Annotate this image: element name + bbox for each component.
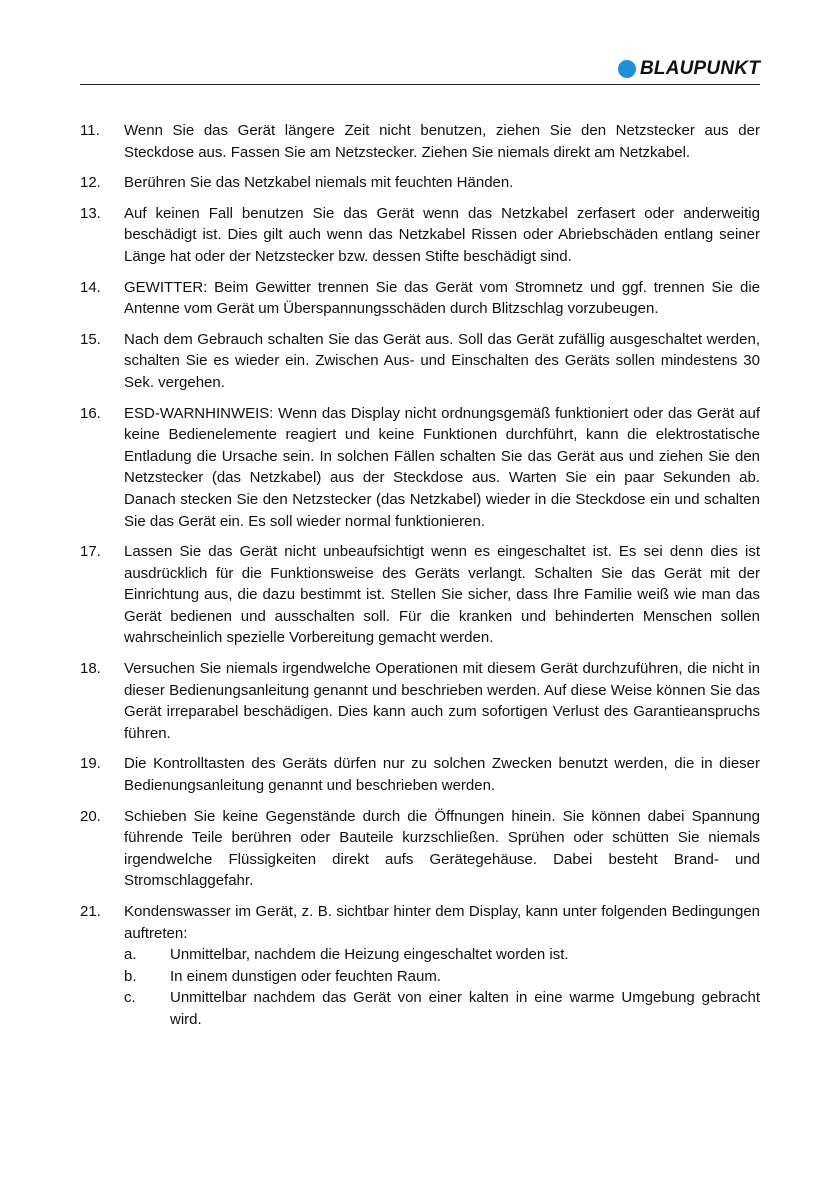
- item-text: Versuchen Sie niemals irgendwelche Operationen mit diesem Gerät durchzuführen, die nicht in dieser Bedienungsanleitung genannt und beschrieben werden. Auf diese Weise können Sie das Gerät irreparabel beschädigen. Dies kann auch zum sofortigen Verlust des Garantieanspruchs führen.: [124, 660, 760, 742]
- safety-instructions: [80, 120, 760, 1040]
- blue-dot-logo-icon: [618, 60, 636, 78]
- sub-item-text: Unmittelbar nachdem das Gerät von einer kalten in eine warme Umgebung gebracht wird.: [170, 989, 760, 1028]
- list-item: [80, 120, 760, 163]
- page-header: [80, 0, 760, 86]
- item-number: 18.: [80, 660, 101, 678]
- sub-item-text: In einem dunstigen oder feuchten Raum.: [170, 967, 442, 985]
- sub-list-item: [124, 966, 760, 988]
- item-number: 16.: [80, 404, 101, 422]
- item-text: Nach dem Gebrauch schalten Sie das Gerät aus. Soll das Gerät zufällig ausgeschaltet werden, schalten Sie es wieder ein. Zwischen Aus- und Einschalten des Geräts sollen mindestens 30 Sek. vergehen.: [124, 330, 760, 391]
- item-text: Lassen Sie das Gerät nicht unbeaufsichtigt wenn es eingeschaltet ist. Es sei denn dies ist ausdrücklich für die Funktionsweise des Geräts verlangt. Schalten Sie das Gerät mit der Einrichtung aus, die dazu bestimmt ist. Stellen Sie sicher, dass Ihre Familie weiß wie man das Gerät bedienen und ausschalten soll. Für die kranken und behinderten Menschen sollen wahrscheinlich spezielle Vorbereitung gemacht werden.: [124, 543, 760, 647]
- item-number: 19.: [80, 755, 101, 773]
- item-text: Die Kontrolltasten des Geräts dürfen nur zu solchen Zwecken benutzt werden, die in dieser Bedienungsanleitung genannt und beschrieben werden.: [124, 755, 760, 795]
- list-item: [80, 277, 760, 320]
- item-number: 21.: [80, 903, 101, 920]
- item-text: GEWITTER: Beim Gewitter trennen Sie das Gerät vom Stromnetz und ggf. trennen Sie die Antenne vom Gerät um Überspannungsschäden durch Blitzschlag vorzubeugen.: [124, 278, 760, 318]
- item-number: 13.: [80, 204, 101, 222]
- item-number: 11.: [80, 122, 100, 139]
- item-text: Schieben Sie keine Gegenstände durch die Öffnungen hinein. Sie können dabei Spannung führende Teile berühren oder Bauteile kurzschließen. Sprühen oder schütten Sie niemals irgendwelche Flüssigkeiten direkt aufs Gerätegehäuse. Dabei besteht Brand- und Stromschlaggefahr.: [124, 807, 760, 890]
- list-item: [80, 329, 760, 394]
- list-item: [80, 541, 760, 649]
- sub-list-item: [124, 944, 760, 966]
- brand-name: BLAUPUNKT: [639, 58, 760, 79]
- item-number: 12.: [80, 174, 101, 192]
- sub-item-letter: c.: [124, 989, 136, 1007]
- list-item: [80, 403, 760, 533]
- item-number: 14.: [80, 278, 101, 296]
- instruction-list: [80, 120, 760, 1031]
- list-item: [80, 172, 760, 194]
- sub-item-letter: a.: [124, 946, 137, 964]
- item-text: Berühren Sie das Netzkabel niemals mit feuchten Händen.: [124, 174, 514, 192]
- list-item: [80, 658, 760, 744]
- list-item: [80, 806, 760, 892]
- condition-sublist: [124, 944, 760, 1030]
- item-text: ESD-WARNHINWEIS: Wenn das Display nicht ordnungsgemäß funktioniert oder das Gerät auf keine Bedienelemente reagiert und keine Funktionen durchführt, kann die elektrostatische Entladung die Ursache sein. In solchen Fällen schalten Sie das Gerät aus und ziehen Sie den Netzstecker (das Netzkabel) aus der Steckdose aus. Warten Sie ein paar Sekunden ab. Danach stecken Sie den Netzstecker (das Netzkabel) wieder in die Steckdose ein und schalten Sie das Gerät ein. Es soll wieder normal funktionieren.: [124, 404, 760, 530]
- header-divider: [80, 84, 760, 85]
- item-number: 17.: [80, 543, 101, 561]
- sub-list-item: [124, 987, 760, 1030]
- item-number: 20.: [80, 807, 101, 825]
- list-item: [80, 203, 760, 268]
- sub-item-text: Unmittelbar, nachdem die Heizung eingeschaltet worden ist.: [170, 946, 569, 964]
- item-text: Wenn Sie das Gerät längere Zeit nicht benutzen, ziehen Sie den Netzstecker aus der Steckdose aus. Fassen Sie am Netzstecker. Ziehen Sie niemals direkt am Netzkabel.: [124, 122, 760, 161]
- list-item: [80, 901, 760, 1031]
- item-body: [124, 901, 760, 1031]
- sub-item-letter: b.: [124, 967, 137, 985]
- item-text: Kondenswasser im Gerät, z. B. sichtbar hinter dem Display, kann unter folgenden Bedingungen auftreten:: [124, 903, 760, 942]
- item-text: Auf keinen Fall benutzen Sie das Gerät wenn das Netzkabel zerfasert oder anderweitig beschädigt ist. Dies gilt auch wenn das Netzkabel Rissen oder Abriebschäden entlang seiner Länge hat oder der Netzstecker bzw. dessen Stifte beschädigt sind.: [124, 204, 760, 265]
- blaupunkt-logo: [618, 58, 760, 80]
- item-number: 15.: [80, 330, 101, 348]
- list-item: [80, 753, 760, 796]
